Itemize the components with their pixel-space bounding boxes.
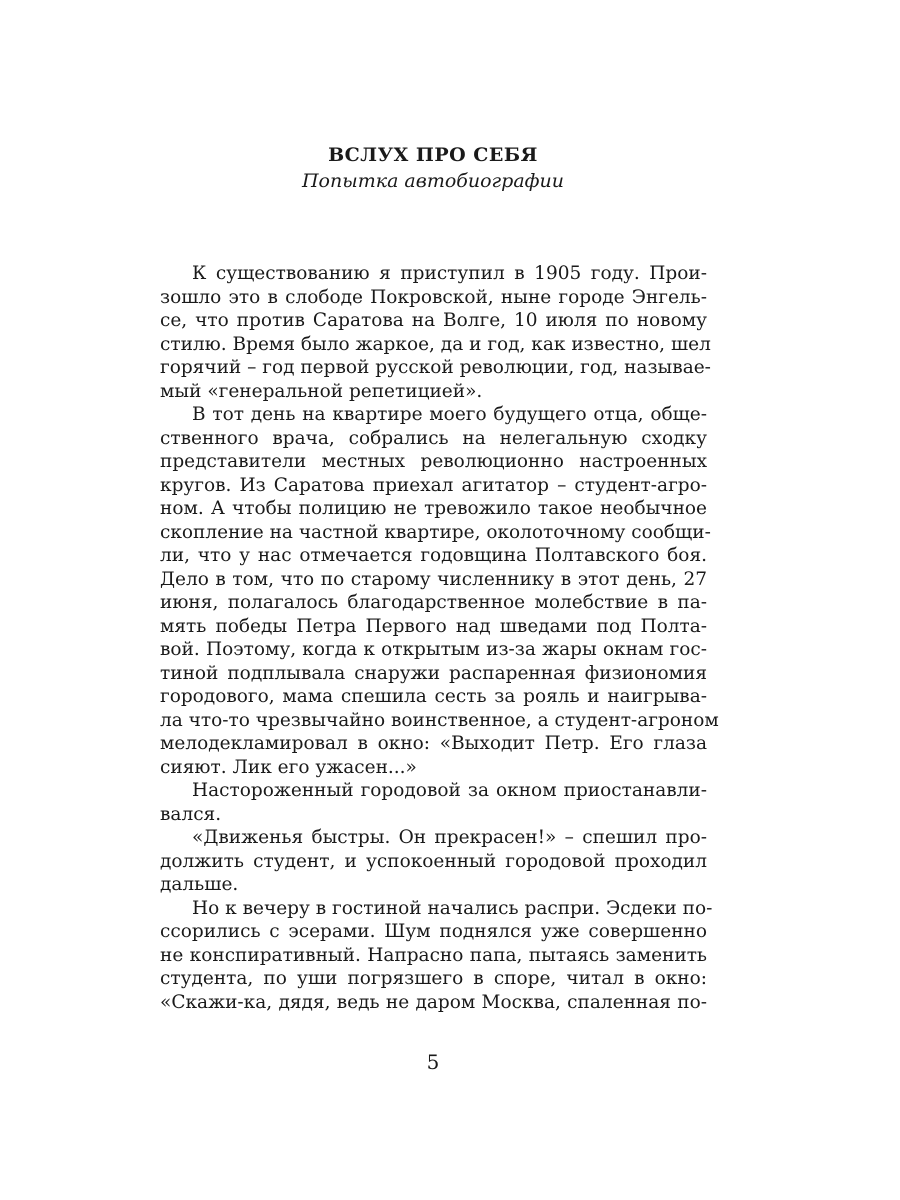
text-line: ственного врача, собрались на нелегальную сходку [160,427,707,449]
body-text [160,262,719,1014]
text-line: должить студент, и успокоенный городовой проходил [160,850,707,872]
text-line: зошло это в слободе Покровской, ныне городе Энгель- [160,286,707,308]
text-line: городового, мама спешила сесть за рояль и наигрыва- [160,686,707,707]
text-line: не конспиративный. Напрасно папа, пытаясь заменить [160,944,707,966]
text-line: вой. Поэтому, когда к открытым из-за жары окнам гос- [160,639,707,660]
text-line: вался. [160,803,222,825]
text-line: Но к вечеру в гостиной начались распри. Эсдеки по- [192,897,713,919]
text-line: дальше. [160,874,239,895]
text-line: К существованию я приступил в 1905 году. Прои- [192,263,707,284]
text-line: кругов. Из Саратова приехал агитатор – студент-агро- [160,474,707,496]
chapter-subtitle: Попытка автобиографии [301,170,564,192]
text-line: мелодекламировал в окно: «Выходит Петр. Его глаза [160,733,707,754]
text-line: ла что-то чрезвычайно воинственное, а студент-агроном [160,709,719,731]
text-line: ссорились с эсерами. Шум поднялся уже совершенно [160,921,707,942]
text-line: скопление на частной квартире, околоточному сообщи- [160,521,711,543]
page-number: 5 [426,1050,440,1074]
text-line: В тот день на квартире моего будущего отца, обще- [192,404,707,425]
text-line: «Скажи-ка, дядя, ведь не даром Москва, спаленная по- [160,991,707,1013]
text-line: Дело в том, что по старому численнику в этот день, 27 [160,568,707,590]
text-line: мый «генеральной репетицией». [160,380,483,402]
text-line: се, что против Саратова на Волге, 10 июля по новому [160,310,707,331]
text-line: ном. А чтобы полицию не тревожило такое необычное [160,498,707,519]
text-line: Настороженный городовой за окном приостанавли- [192,780,707,801]
text-line: горячий – год первой русской революции, год, называе- [160,357,711,378]
text-line: мять победы Петра Первого над шведами под Полта- [160,615,707,637]
text-line: «Движенья быстры. Он прекрасен!» – спешил про- [192,827,707,848]
text-line: представители местных революционно настроенных [160,451,707,472]
text-line: ли, что у нас отмечается годовщина Полтавского боя. [160,545,707,566]
text-line: тиной подплывала снаружи распаренная физиономия [160,662,707,684]
text-line: сияют. Лик его ужасен...» [160,756,417,778]
chapter-title: ВСЛУХ ПРО СЕБЯ [328,144,538,166]
text-line: стилю. Время было жаркое, да и год, как известно, шел [160,333,711,355]
text-line: июня, полагалось благодарственное молебствие в па- [160,592,707,613]
text-line: студента, по уши погрязшего в споре, читал в окно: [160,968,707,989]
